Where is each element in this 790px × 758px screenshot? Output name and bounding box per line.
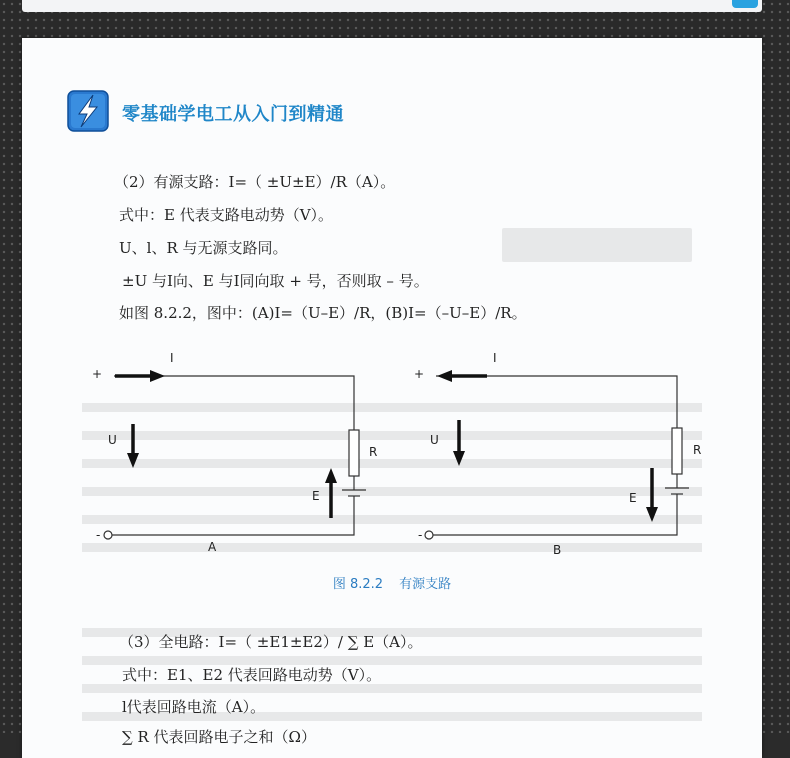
bleed-through xyxy=(502,228,692,262)
label-current: I xyxy=(493,351,497,365)
caption-text: 有源支路 xyxy=(399,577,452,592)
paragraph: l代表回路电流（A）。 xyxy=(122,698,266,716)
circuit-name: A xyxy=(208,540,217,554)
paragraph: ∑ R 代表回路电子之和（Ω） xyxy=(122,728,316,746)
label-voltage: U xyxy=(108,433,117,447)
paragraph: 式中：E1、E2 代表回路电动势（V）。 xyxy=(122,666,382,684)
circuit-name: B xyxy=(553,543,562,557)
label-plus: + xyxy=(414,367,425,381)
caption-number: 图 8.2.2 xyxy=(332,577,384,592)
label-resistor: R xyxy=(369,445,378,459)
paragraph: 式中：E 代表支路电动势（V）。 xyxy=(119,206,334,224)
circuit-figure xyxy=(22,338,762,568)
lightning-icon xyxy=(67,90,109,132)
previous-page-accent xyxy=(732,0,758,8)
label-emf: E xyxy=(629,491,637,505)
figure-caption xyxy=(22,573,762,592)
paragraph: U、l、R 与无源支路同。 xyxy=(119,239,288,257)
label-plus: + xyxy=(92,367,103,381)
label-voltage: U xyxy=(430,433,439,447)
book-page xyxy=(22,38,762,758)
paragraph: （3）全电路：I=（ ±E1±E2）/ ∑ E（A）。 xyxy=(119,633,423,651)
label-minus: - xyxy=(418,528,423,542)
label-minus: - xyxy=(96,528,101,542)
label-current: I xyxy=(170,351,174,365)
paragraph: 如图 8.2.2，图中：(A)I=（U–E）/R，(B)I=（–U–E）/R。 xyxy=(119,304,527,322)
book-title: 零基础学电工从入门到精通 xyxy=(122,104,344,125)
paragraph: ±U 与Ⅰ向、E 与Ⅰ同向取 + 号，否则取 – 号。 xyxy=(122,272,429,290)
paragraph: （2）有源支路：I=（ ±U±E）/R（A）。 xyxy=(114,173,396,191)
label-resistor: R xyxy=(693,443,702,457)
label-emf: E xyxy=(312,489,320,503)
previous-page-edge xyxy=(22,0,762,12)
